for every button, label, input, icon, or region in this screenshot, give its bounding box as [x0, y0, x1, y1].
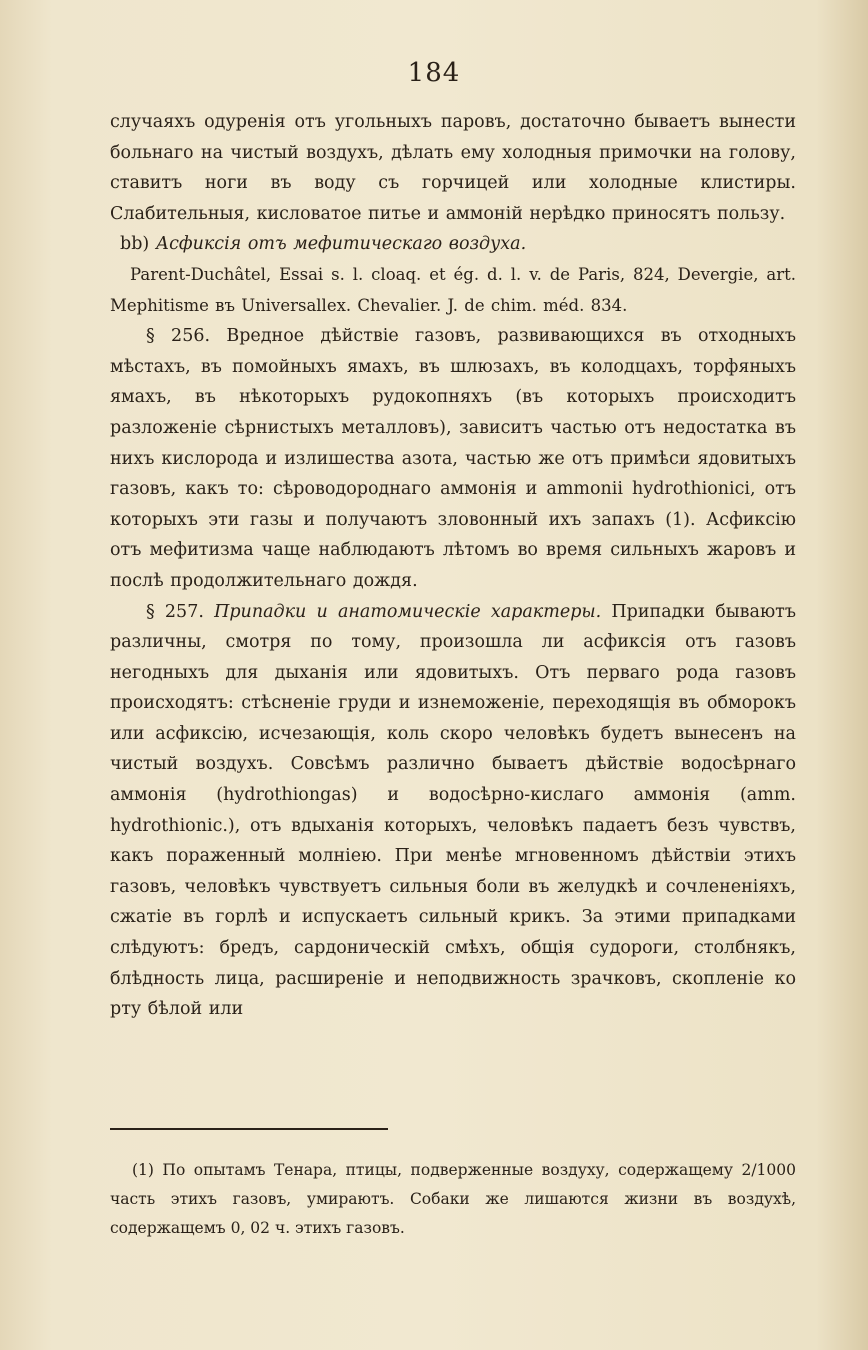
section-title: Асфиксія отъ мефитическаго воздуха. [155, 234, 527, 255]
paragraph-body: Припадки бываютъ различны, смотря по тому, произошла ли асфиксія отъ газовъ негодныхъ для дыханія или ядовитыхъ. Отъ перваго рода газовъ происходятъ: стѣсненіе груди и изнеможеніе, переходящія въ обморокъ или асфиксію, исчезающія, коль скоро человѣкъ будетъ вынесенъ на чистый воздухъ. Совсѣмъ различно бываетъ дѣйствіе водосѣрнаго аммонія (hydrothiongas) и водосѣрно-кислаго аммонія (amm. hydrothionic.), отъ вдыханія которыхъ, человѣкъ падаетъ безъ чувствъ, какъ пораженный молніею. При менѣе мгновенномъ дѣйствіи этихъ газовъ, человѣкъ чувствуетъ сильныя боли въ желудкѣ и сочлененіяхъ, сжатіе въ горлѣ и испускаетъ сильный крикъ. За этими припадками слѣдуютъ: бредъ, сардоническій смѣхъ, общія судороги, столбнякъ, блѣдность лица, расширеніе и неподвижность зрачковъ, скопленіе ко рту бѣлой или [110, 601, 796, 1020]
paragraph-256: § 256. Вредное дѣйствіе газовъ, развивающихся въ отходныхъ мѣстахъ, въ помойныхъ ямахъ, въ шлюзахъ, въ колодцахъ, торфяныхъ ямахъ, въ нѣкоторыхъ рудокопняхъ (въ которыхъ происходитъ разложеніе сѣрнистыхъ металловъ), зависитъ частью отъ недостатка въ нихъ кислорода и излишества азота, частью же отъ примѣси ядовитыхъ газовъ, какъ то: сѣроводороднаго аммонія и ammonii hydrothionici, отъ которыхъ эти газы и получаютъ зловонный ихъ запахъ (1). Асфиксію отъ мефитизма чаще наблюдаютъ лѣтомъ во время сильныхъ жаровъ и послѣ продолжительнаго дождя. [110, 326, 796, 591]
bibliography-references: Parent-Duchâtel, Essai s. l. cloaq. et ég. d. l. v. de Paris, 824, Devergie, art. Mephitisme въ Universallex. Chevalier. J. de chim. méd. 834. [110, 264, 796, 315]
footnote-divider [110, 1128, 388, 1130]
paragraph-257 [110, 597, 796, 1025]
paragraph-number: § 257. [146, 601, 204, 622]
main-text [110, 107, 796, 1025]
page-number: 184 [407, 58, 461, 88]
section-marker: bb) [120, 234, 150, 255]
footnote [110, 1156, 796, 1243]
paragraph-title: Припадки и анатомическіе характеры. [214, 601, 602, 622]
paragraph-continuation: случаяхъ одуренія отъ угольныхъ паровъ, достаточно бываетъ вынести больнаго на чистый воздухъ, дѣлать ему холодныя примочки на голову, ставитъ ноги въ воду съ горчицей или холодные клистиры. Слабительныя, кисловатое питье и аммоній нерѣдко приносятъ пользу. [110, 112, 796, 224]
footnote-text: (1) По опытамъ Тенара, птицы, подверженные воздуху, содержащему 2/1000 часть этихъ газовъ, умираютъ. Собаки же лишаются жизни въ воздухѣ, содержащемъ 0, 02 ч. этихъ газовъ. [110, 1161, 796, 1237]
section-heading-bb [110, 229, 796, 260]
